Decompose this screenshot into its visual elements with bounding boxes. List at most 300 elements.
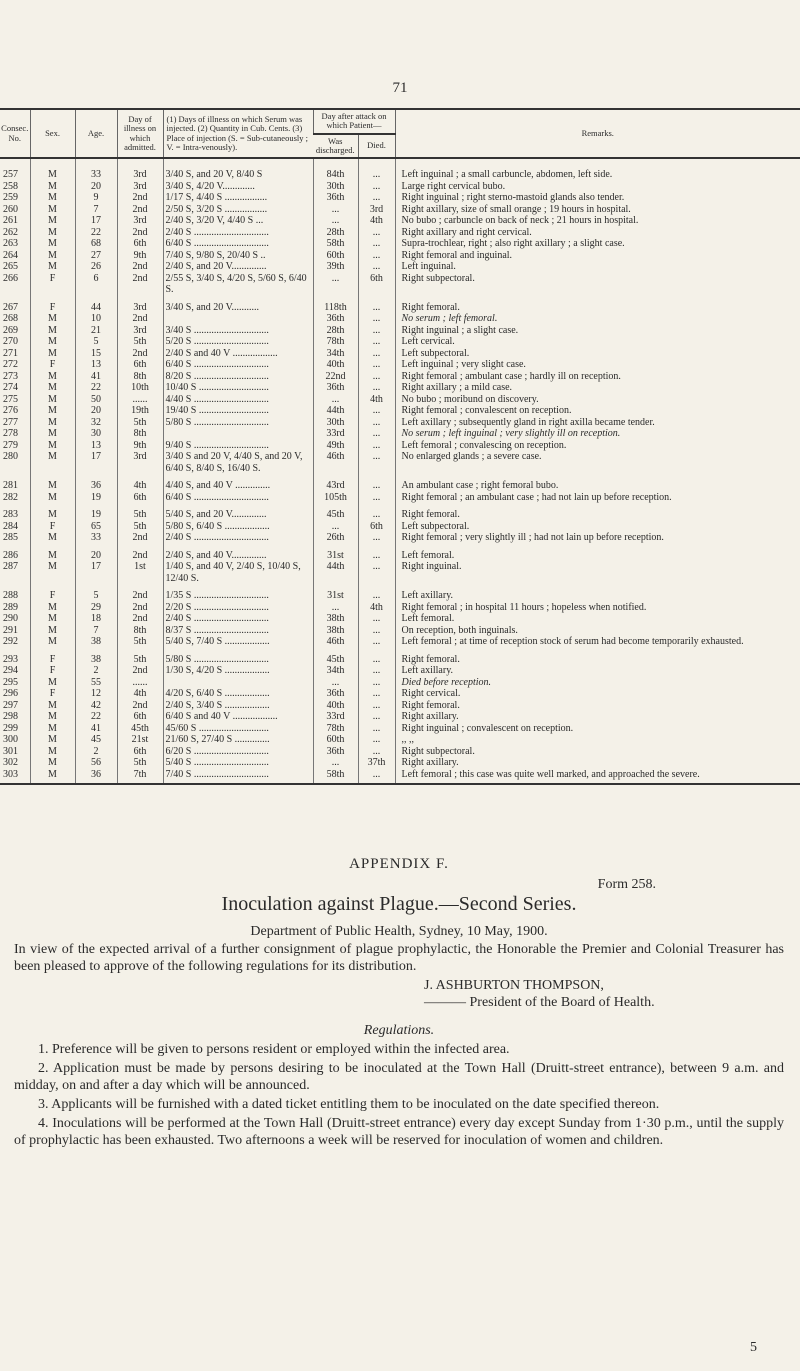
- cell-sex: M: [30, 503, 75, 521]
- cell-no: 293: [3, 653, 18, 665]
- cell-age: 6: [75, 273, 117, 296]
- cell-sex: F: [30, 584, 75, 602]
- cell-serum-dose: 2/40 S, and 20 V..............: [163, 261, 313, 273]
- cell-day-admitted: 5th: [117, 417, 163, 429]
- cell-serum-dose: 1/30 S, 4/20 S ..................: [163, 665, 313, 677]
- cell-remarks: Right femoral and inguinal.: [395, 250, 800, 262]
- cell-no: 276: [3, 405, 18, 417]
- cell-sex: M: [30, 158, 75, 181]
- cell-age: 2: [75, 665, 117, 677]
- cell-no: 289: [3, 601, 18, 613]
- department-dateline: Department of Public Health, Sydney, 10 May, 1900.: [250, 924, 548, 939]
- cell-no: 297: [3, 699, 18, 711]
- cell-sex: F: [30, 273, 75, 296]
- cell-discharged: 28th: [313, 227, 358, 239]
- cell-serum-dose: 2/40 S, 3/40 S ..................: [163, 700, 313, 712]
- cell-died: ...: [358, 561, 395, 584]
- cell-remarks: ,, ,,: [395, 734, 800, 746]
- cell-age: 19: [75, 492, 117, 504]
- cell-serum-dose: 2/40 S, 3/20 V, 4/40 S ...: [163, 215, 313, 227]
- cell-sex: M: [30, 723, 75, 735]
- cell-died: ...: [358, 296, 395, 314]
- cell-no: 281: [3, 480, 18, 492]
- cell-serum-dose: 4/20 S, 6/40 S ..................: [163, 688, 313, 700]
- cell-age: 17: [75, 215, 117, 227]
- table-row: [0, 371, 800, 383]
- cell-day-admitted: 2nd: [117, 313, 163, 325]
- cell-discharged: 33rd: [313, 428, 358, 440]
- appendix-label: APPENDIX F.: [349, 856, 449, 872]
- table-row: [0, 348, 800, 360]
- cell-discharged: ...: [313, 521, 358, 533]
- cell-day-admitted: 5th: [117, 521, 163, 533]
- cell-died: ...: [358, 613, 395, 625]
- cell-sex: M: [30, 371, 75, 383]
- cell-remarks: Left axillary.: [395, 584, 800, 602]
- cell-remarks: Right subpectoral.: [395, 273, 800, 296]
- cell-age: 13: [75, 359, 117, 371]
- cell-discharged: 46th: [313, 451, 358, 474]
- cell-discharged: ...: [313, 273, 358, 296]
- cell-discharged: 33rd: [313, 711, 358, 723]
- table-row: [0, 238, 800, 250]
- table-row: [0, 625, 800, 637]
- table-row: [0, 648, 800, 666]
- cell-age: 42: [75, 700, 117, 712]
- cell-sex: M: [30, 382, 75, 394]
- cell-discharged: 58th: [313, 238, 358, 250]
- cell-died: ...: [358, 723, 395, 735]
- case-table-wrap: [0, 108, 800, 785]
- cell-day-admitted: 3rd: [117, 296, 163, 314]
- cell-serum-dose: 1/35 S ..............................: [163, 584, 313, 602]
- cell-sex: M: [30, 215, 75, 227]
- cell-serum-dose: [163, 677, 313, 689]
- table-row: [0, 700, 800, 712]
- table-row: [0, 296, 800, 314]
- table-row: [0, 215, 800, 227]
- cell-died: ...: [358, 359, 395, 371]
- header-day-admitted: Day of illness on which admitted.: [117, 109, 163, 158]
- appendix-title: Inoculation against Plague.—Second Series.: [221, 893, 577, 915]
- cell-age: 20: [75, 544, 117, 562]
- cell-remarks: Right subpectoral.: [395, 746, 800, 758]
- header-discharged: Was discharged.: [313, 134, 358, 159]
- cell-sex: M: [30, 417, 75, 429]
- cell-died: ...: [358, 648, 395, 666]
- cell-day-admitted: 1st: [117, 561, 163, 584]
- cell-age: 17: [75, 561, 117, 584]
- cell-serum-dose: 2/20 S ..............................: [163, 602, 313, 614]
- table-row: [0, 451, 800, 474]
- cell-sex: F: [30, 359, 75, 371]
- cell-discharged: 105th: [313, 492, 358, 504]
- cell-discharged: 30th: [313, 417, 358, 429]
- cell-no: 286: [3, 549, 18, 561]
- cell-remarks: Right femoral.: [395, 296, 800, 314]
- cell-died: ...: [358, 417, 395, 429]
- table-row: [0, 428, 800, 440]
- cell-remarks: Right femoral.: [395, 503, 800, 521]
- header-day-after: Day after attack on which Patient—: [313, 109, 395, 134]
- cell-discharged: ...: [313, 602, 358, 614]
- cell-sex: M: [30, 613, 75, 625]
- cell-no: 269: [3, 324, 18, 336]
- cell-died: ...: [358, 544, 395, 562]
- cell-remarks: Right cervical.: [395, 688, 800, 700]
- cell-age: 20: [75, 405, 117, 417]
- cell-died: 3rd: [358, 204, 395, 216]
- cell-sex: M: [30, 746, 75, 758]
- cell-died: ...: [358, 261, 395, 273]
- cell-sex: M: [30, 192, 75, 204]
- table-row: [0, 757, 800, 769]
- table-row: [0, 227, 800, 239]
- cell-day-admitted: 2nd: [117, 544, 163, 562]
- cell-age: 38: [75, 636, 117, 648]
- cell-remarks: Right femoral.: [395, 648, 800, 666]
- cell-discharged: 36th: [313, 313, 358, 325]
- cell-died: ...: [358, 451, 395, 474]
- cell-sex: F: [30, 665, 75, 677]
- cell-age: 20: [75, 181, 117, 193]
- cell-remarks: On reception, both inguinals.: [395, 625, 800, 637]
- cell-serum-dose: 5/40 S, 7/40 S ..................: [163, 636, 313, 648]
- cell-sex: M: [30, 405, 75, 417]
- table-row: [0, 734, 800, 746]
- cell-remarks: Left subpectoral.: [395, 348, 800, 360]
- cell-age: 41: [75, 723, 117, 735]
- table-row: [0, 665, 800, 677]
- table-row: [0, 544, 800, 562]
- cell-age: 27: [75, 250, 117, 262]
- cell-discharged: 31st: [313, 544, 358, 562]
- cell-died: 4th: [358, 394, 395, 406]
- cell-serum-dose: 6/40 S ..............................: [163, 492, 313, 504]
- cell-discharged: ...: [313, 394, 358, 406]
- table-row: [0, 746, 800, 758]
- cell-no: 303: [0, 769, 30, 785]
- cell-age: 2: [75, 746, 117, 758]
- cell-day-admitted: 6th: [117, 238, 163, 250]
- cell-day-admitted: 3rd: [117, 451, 163, 474]
- cell-remarks: An ambulant case ; right femoral bubo.: [395, 474, 800, 492]
- cell-remarks: Right femoral ; very slightly ill ; had not lain up before reception.: [395, 532, 800, 544]
- cell-no: 302: [3, 757, 18, 769]
- cell-remarks: Right axillary and right cervical.: [395, 227, 800, 239]
- cell-day-admitted: ......: [117, 677, 163, 689]
- cell-discharged: 38th: [313, 625, 358, 637]
- cell-died: ...: [358, 348, 395, 360]
- cell-day-admitted: 19th: [117, 405, 163, 417]
- table-row: [0, 325, 800, 337]
- cell-age: 22: [75, 382, 117, 394]
- cell-serum-dose: 6/40 S ..............................: [163, 238, 313, 250]
- regulations-heading: Regulations.: [363, 1023, 435, 1038]
- cell-discharged: 28th: [313, 325, 358, 337]
- cell-no: 285: [3, 532, 18, 544]
- cell-sex: M: [30, 492, 75, 504]
- cell-remarks: Large right cervical bubo.: [395, 181, 800, 193]
- header-died: Died.: [358, 134, 395, 159]
- cell-discharged: 45th: [313, 648, 358, 666]
- cell-serum-dose: 10/40 S ............................: [163, 382, 313, 394]
- cell-no: 300: [3, 734, 18, 746]
- cell-age: 22: [75, 711, 117, 723]
- cell-no: 299: [3, 722, 18, 734]
- cell-age: 38: [75, 648, 117, 666]
- cell-remarks: Right inguinal ; a slight case.: [395, 325, 800, 337]
- cell-remarks: Left femoral ; this case was quite well marked, and approached the severe.: [395, 769, 800, 785]
- table-row: [0, 313, 800, 325]
- cell-age: 9: [75, 192, 117, 204]
- cell-day-admitted: 6th: [117, 746, 163, 758]
- cell-no: 259: [3, 192, 18, 204]
- cell-day-admitted: 5th: [117, 757, 163, 769]
- cell-serum-dose: 8/37 S ..............................: [163, 625, 313, 637]
- cell-no: 291: [3, 624, 18, 636]
- table-row: [0, 561, 800, 584]
- cell-day-admitted: 21st: [117, 734, 163, 746]
- table-row: [0, 394, 800, 406]
- cell-no: 282: [3, 491, 18, 503]
- cell-no: 288: [3, 590, 18, 602]
- cell-discharged: 36th: [313, 382, 358, 394]
- cell-died: ...: [358, 769, 395, 785]
- cell-sex: M: [30, 544, 75, 562]
- cell-died: ...: [358, 711, 395, 723]
- cell-age: 55: [75, 677, 117, 689]
- cell-died: ...: [358, 405, 395, 417]
- cell-sex: M: [30, 677, 75, 689]
- cell-remarks: Right axillary, size of small orange ; 19 hours in hospital.: [395, 204, 800, 216]
- cell-remarks: Left axillary ; subsequently gland in right axilla became tender.: [395, 417, 800, 429]
- cell-age: 10: [75, 313, 117, 325]
- table-row: [0, 359, 800, 371]
- table-row: [0, 521, 800, 533]
- cell-day-admitted: 6th: [117, 711, 163, 723]
- cell-age: 19: [75, 503, 117, 521]
- cell-sex: M: [30, 325, 75, 337]
- cell-remarks: Left axillary.: [395, 665, 800, 677]
- table-row: [0, 204, 800, 216]
- cell-discharged: 118th: [313, 296, 358, 314]
- header-serum-days: (1) Days of illness on which Serum was injected. (2) Quantity in Cub. Cents. (3) Place of injection (S. = Sub-cutaneously ; V. = Intra-venously).: [163, 109, 313, 158]
- table-row: [0, 711, 800, 723]
- cell-died: ...: [358, 313, 395, 325]
- cell-no: 275: [3, 393, 18, 405]
- cell-sex: M: [30, 625, 75, 637]
- cell-remarks: No serum ; left femoral.: [395, 313, 800, 325]
- cell-serum-dose: 6/20 S ..............................: [163, 746, 313, 758]
- cell-day-admitted: 3rd: [117, 325, 163, 337]
- cell-died: ...: [358, 181, 395, 193]
- table-row: [0, 158, 800, 181]
- cell-died: ...: [358, 503, 395, 521]
- cell-discharged: 34th: [313, 665, 358, 677]
- cell-died: ...: [358, 336, 395, 348]
- intro-paragraph: In view of the expected arrival of a further consignment of plague prophylactic, the Honorable the Premier and Colonial Treasurer has been pleased to approve of the following regulations for its distribution.: [14, 942, 784, 974]
- cell-remarks: Left subpectoral.: [395, 521, 800, 533]
- cell-no: 268: [3, 313, 18, 325]
- cell-died: ...: [358, 688, 395, 700]
- cell-remarks: Right femoral ; in hospital 11 hours ; hopeless when notified.: [395, 602, 800, 614]
- cell-serum-dose: 2/40 S and 40 V ..................: [163, 348, 313, 360]
- appendix-section: [14, 856, 784, 1149]
- cell-no: 263: [3, 238, 18, 250]
- cell-died: ...: [358, 625, 395, 637]
- cell-serum-dose: 5/80 S ..............................: [163, 648, 313, 666]
- cell-serum-dose: 1/17 S, 4/40 S .................: [163, 192, 313, 204]
- cell-no: 274: [3, 382, 18, 394]
- cell-no: 266: [3, 272, 18, 284]
- cell-died: 6th: [358, 521, 395, 533]
- cell-remarks: Left inguinal ; very slight case.: [395, 359, 800, 371]
- cell-died: ...: [358, 677, 395, 689]
- cell-discharged: ...: [313, 204, 358, 216]
- table-row: [0, 532, 800, 544]
- cell-day-admitted: 10th: [117, 382, 163, 394]
- cell-day-admitted: 2nd: [117, 348, 163, 360]
- cell-serum-dose: 3/40 S, 4/20 V.............: [163, 181, 313, 193]
- cell-died: ...: [358, 700, 395, 712]
- cell-no: 290: [3, 613, 18, 625]
- cell-day-admitted: 2nd: [117, 602, 163, 614]
- cell-serum-dose: 4/40 S ..............................: [163, 394, 313, 406]
- cell-day-admitted: 2nd: [117, 700, 163, 712]
- cell-died: ...: [358, 584, 395, 602]
- cell-age: 45: [75, 734, 117, 746]
- cell-discharged: 43rd: [313, 474, 358, 492]
- cell-discharged: 30th: [313, 181, 358, 193]
- cell-age: 26: [75, 261, 117, 273]
- cell-sex: M: [30, 474, 75, 492]
- cell-day-admitted: 3rd: [117, 181, 163, 193]
- cell-no: 278: [3, 428, 18, 440]
- cell-day-admitted: 4th: [117, 688, 163, 700]
- cell-sex: M: [30, 336, 75, 348]
- cell-age: 65: [75, 521, 117, 533]
- cell-sex: M: [30, 348, 75, 360]
- table-row: [0, 677, 800, 689]
- cell-remarks: Right inguinal ; right sterno-mastoid glands also tender.: [395, 192, 800, 204]
- cell-died: ...: [358, 746, 395, 758]
- cell-discharged: 31st: [313, 584, 358, 602]
- cell-sex: M: [30, 227, 75, 239]
- table-row: [0, 382, 800, 394]
- cell-died: ...: [358, 440, 395, 452]
- cell-no: 273: [3, 370, 18, 382]
- cell-remarks: Right axillary ; a mild case.: [395, 382, 800, 394]
- regulation-item: 3. Applicants will be furnished with a dated ticket entitling them to be inoculated on the date specified thereon.: [38, 1097, 660, 1112]
- cell-died: ...: [358, 158, 395, 181]
- table-row: [0, 474, 800, 492]
- cell-serum-dose: [163, 313, 313, 325]
- cell-serum-dose: 6/40 S ..............................: [163, 359, 313, 371]
- cell-age: 21: [75, 325, 117, 337]
- cell-age: 41: [75, 371, 117, 383]
- cell-discharged: 36th: [313, 746, 358, 758]
- cell-remarks: No serum ; left inguinal ; very slightly ill on reception.: [395, 428, 800, 440]
- cell-serum-dose: 2/40 S ..............................: [163, 613, 313, 625]
- cell-day-admitted: 3rd: [117, 158, 163, 181]
- cell-day-admitted: 2nd: [117, 613, 163, 625]
- cell-remarks: Right inguinal.: [395, 561, 800, 584]
- cell-serum-dose: 45/60 S ............................: [163, 723, 313, 735]
- cell-day-admitted: 4th: [117, 474, 163, 492]
- cell-day-admitted: 2nd: [117, 273, 163, 296]
- cell-serum-dose: 21/60 S, 27/40 S ..............: [163, 734, 313, 746]
- cell-age: 68: [75, 238, 117, 250]
- case-table-header: [0, 109, 800, 158]
- cell-remarks: Left inguinal ; a small carbuncle, abdomen, left side.: [395, 158, 800, 181]
- cell-serum-dose: 5/40 S ..............................: [163, 757, 313, 769]
- cell-no: 272: [3, 359, 18, 371]
- cell-discharged: 40th: [313, 700, 358, 712]
- cell-remarks: Left femoral.: [395, 544, 800, 562]
- cell-died: ...: [358, 192, 395, 204]
- cell-serum-dose: 1/40 S, and 40 V, 2/40 S, 10/40 S, 12/40 S.: [163, 561, 313, 584]
- table-row: [0, 492, 800, 504]
- cell-discharged: 58th: [313, 769, 358, 785]
- cell-no: 262: [3, 226, 18, 238]
- cell-discharged: 46th: [313, 636, 358, 648]
- cell-day-admitted: 2nd: [117, 665, 163, 677]
- table-row: [0, 417, 800, 429]
- cell-discharged: ...: [313, 215, 358, 227]
- cell-remarks: Left femoral.: [395, 613, 800, 625]
- case-table-body: [0, 158, 800, 784]
- cell-age: 32: [75, 417, 117, 429]
- cell-discharged: 49th: [313, 440, 358, 452]
- cell-died: ...: [358, 382, 395, 394]
- cell-day-admitted: 2nd: [117, 261, 163, 273]
- cell-discharged: 40th: [313, 359, 358, 371]
- cell-serum-dose: 5/80 S ..............................: [163, 417, 313, 429]
- cell-day-admitted: 2nd: [117, 532, 163, 544]
- cell-died: 4th: [358, 602, 395, 614]
- cell-age: 36: [75, 769, 117, 785]
- table-row: [0, 261, 800, 273]
- cell-sex: M: [30, 440, 75, 452]
- cell-discharged: 45th: [313, 503, 358, 521]
- cell-sex: M: [30, 757, 75, 769]
- cell-remarks: Right axillary.: [395, 757, 800, 769]
- cell-serum-dose: 19/40 S ............................: [163, 405, 313, 417]
- header-remarks: Remarks.: [395, 109, 800, 158]
- cell-serum-dose: 8/20 S ..............................: [163, 371, 313, 383]
- cell-age: 36: [75, 474, 117, 492]
- form-number: Form 258.: [597, 877, 656, 892]
- cell-sex: M: [30, 561, 75, 584]
- cell-no: 267: [3, 301, 18, 313]
- cell-sex: M: [30, 734, 75, 746]
- cell-discharged: 39th: [313, 261, 358, 273]
- cell-age: 33: [75, 158, 117, 181]
- cell-remarks: Right inguinal ; convalescent on reception.: [395, 723, 800, 735]
- table-row: [0, 688, 800, 700]
- cell-sex: M: [30, 711, 75, 723]
- cell-sex: M: [30, 313, 75, 325]
- cell-serum-dose: 2/40 S, and 40 V..............: [163, 544, 313, 562]
- cell-discharged: 38th: [313, 613, 358, 625]
- cell-no: 280: [3, 451, 18, 463]
- cell-died: ...: [358, 665, 395, 677]
- cell-age: 30: [75, 428, 117, 440]
- page-number: 71: [392, 80, 408, 96]
- cell-serum-dose: 4/40 S, and 40 V ..............: [163, 474, 313, 492]
- cell-discharged: 22nd: [313, 371, 358, 383]
